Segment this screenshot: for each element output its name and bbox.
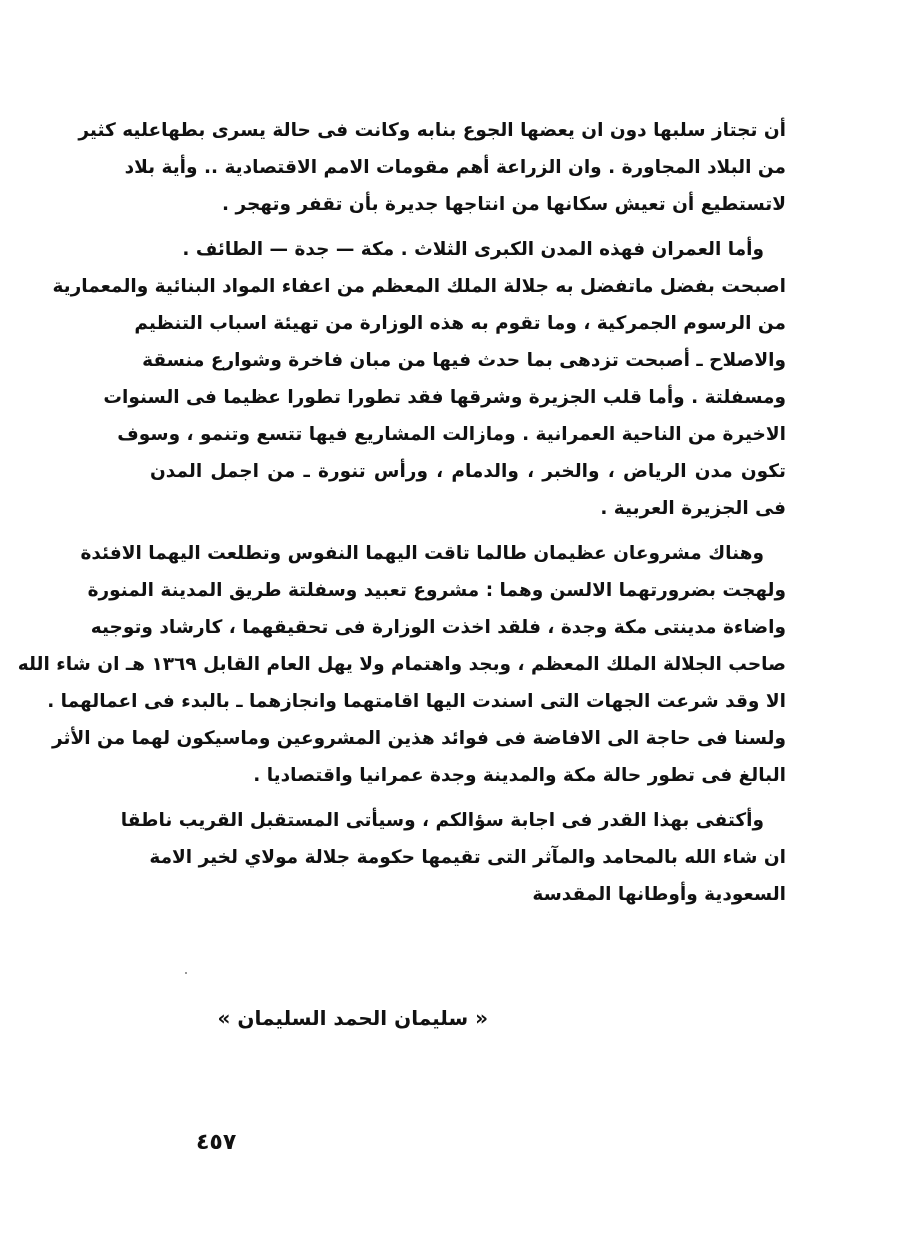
text-line: أن تجتاز سلبها دون ان يعضها الجوع بنابه وكانت فى حالة يسرى بطهاعليه كثير <box>78 120 786 141</box>
scan-speck <box>185 972 187 974</box>
text-line: وأما العمران فهذه المدن الكبرى الثلاث . مكة — جدة — الطائف . <box>182 239 764 260</box>
text-line: ان شاء الله بالمحامد والمآثر التى تقيمها حكومة جلالة مولاي لخير الامة <box>149 847 786 868</box>
paragraph-2 <box>52 231 786 527</box>
text-line: فى الجزيرة العربية . <box>600 498 786 519</box>
text-line: ولسنا فى حاجة الى الافاضة فى فوائد هذين المشروعين وماسيكون لهما من الأثر <box>52 728 786 749</box>
paragraph-4 <box>120 802 786 913</box>
text-line: تكون مدن الرياض ، والخبر ، والدمام ، ورأس تنورة ـ من اجمل المدن <box>150 461 786 482</box>
text-line: البالغ فى تطور حالة مكة والمدينة وجدة عمرانيا واقتصاديا . <box>253 765 786 786</box>
text-line: لاتستطيع أن تعيش سكانها من انتاجها جديرة بأن تقفر وتهجر . <box>221 194 786 215</box>
paragraph-3 <box>17 535 786 794</box>
text-line: وأكتفى بهذا القدر فى اجابة سؤالكم ، وسيأتى المستقبل القريب ناطقا <box>120 810 764 831</box>
paragraph-1 <box>78 112 786 223</box>
page-number: ٤٥٧ <box>196 1130 237 1155</box>
text-line: السعودية وأوطانها المقدسة <box>532 884 786 905</box>
text-line: الا وقد شرعت الجهات التى اسندت اليها اقامتهما وانجازهما ـ بالبدء فى اعمالهما . <box>47 691 786 712</box>
text-line: والاصلاح ـ أصبحت تزدهى بما حدث فيها من مبان فاخرة وشوارع منسقة <box>142 350 786 371</box>
text-line: من الرسوم الجمركية ، وما تقوم به هذه الوزارة من تهيئة اسباب التنظيم <box>134 313 786 334</box>
text-line: واضاءة مدينتى مكة وجدة ، فلقد اخذت الوزارة فى تحقيقهما ، كارشاد وتوجيه <box>90 617 786 638</box>
text-line: ومسفلتة . وأما قلب الجزيرة وشرقها فقد تطورا تطورا عظيما فى السنوات <box>103 387 786 408</box>
body-text <box>17 112 786 913</box>
author-signature: « سليمان الحمد السليمان » <box>217 1006 488 1030</box>
text-line: الاخيرة من الناحية العمرانية . ومازالت المشاريع فيها تتسع وتنمو ، وسوف <box>117 424 786 445</box>
text-line: من البلاد المجاورة . وان الزراعة أهم مقومات الامم الاقتصادية .. وأية بلاد <box>124 157 786 178</box>
text-line: صاحب الجلالة الملك المعظم ، وبجد واهتمام ولا يهل العام القابل ١٣٦٩ هـ ان شاء الله <box>17 654 786 675</box>
text-line: اصبحت بفضل ماتفضل به جلالة الملك المعظم من اعفاء المواد البنائية والمعمارية <box>52 276 786 297</box>
text-line: وهناك مشروعان عظيمان طالما تاقت اليهما النفوس وتطلعت اليهما الافئدة <box>80 543 764 564</box>
text-line: ولهجت بضرورتهما الالسن وهما : مشروع تعبيد وسفلتة طريق المدينة المنورة <box>87 580 786 601</box>
